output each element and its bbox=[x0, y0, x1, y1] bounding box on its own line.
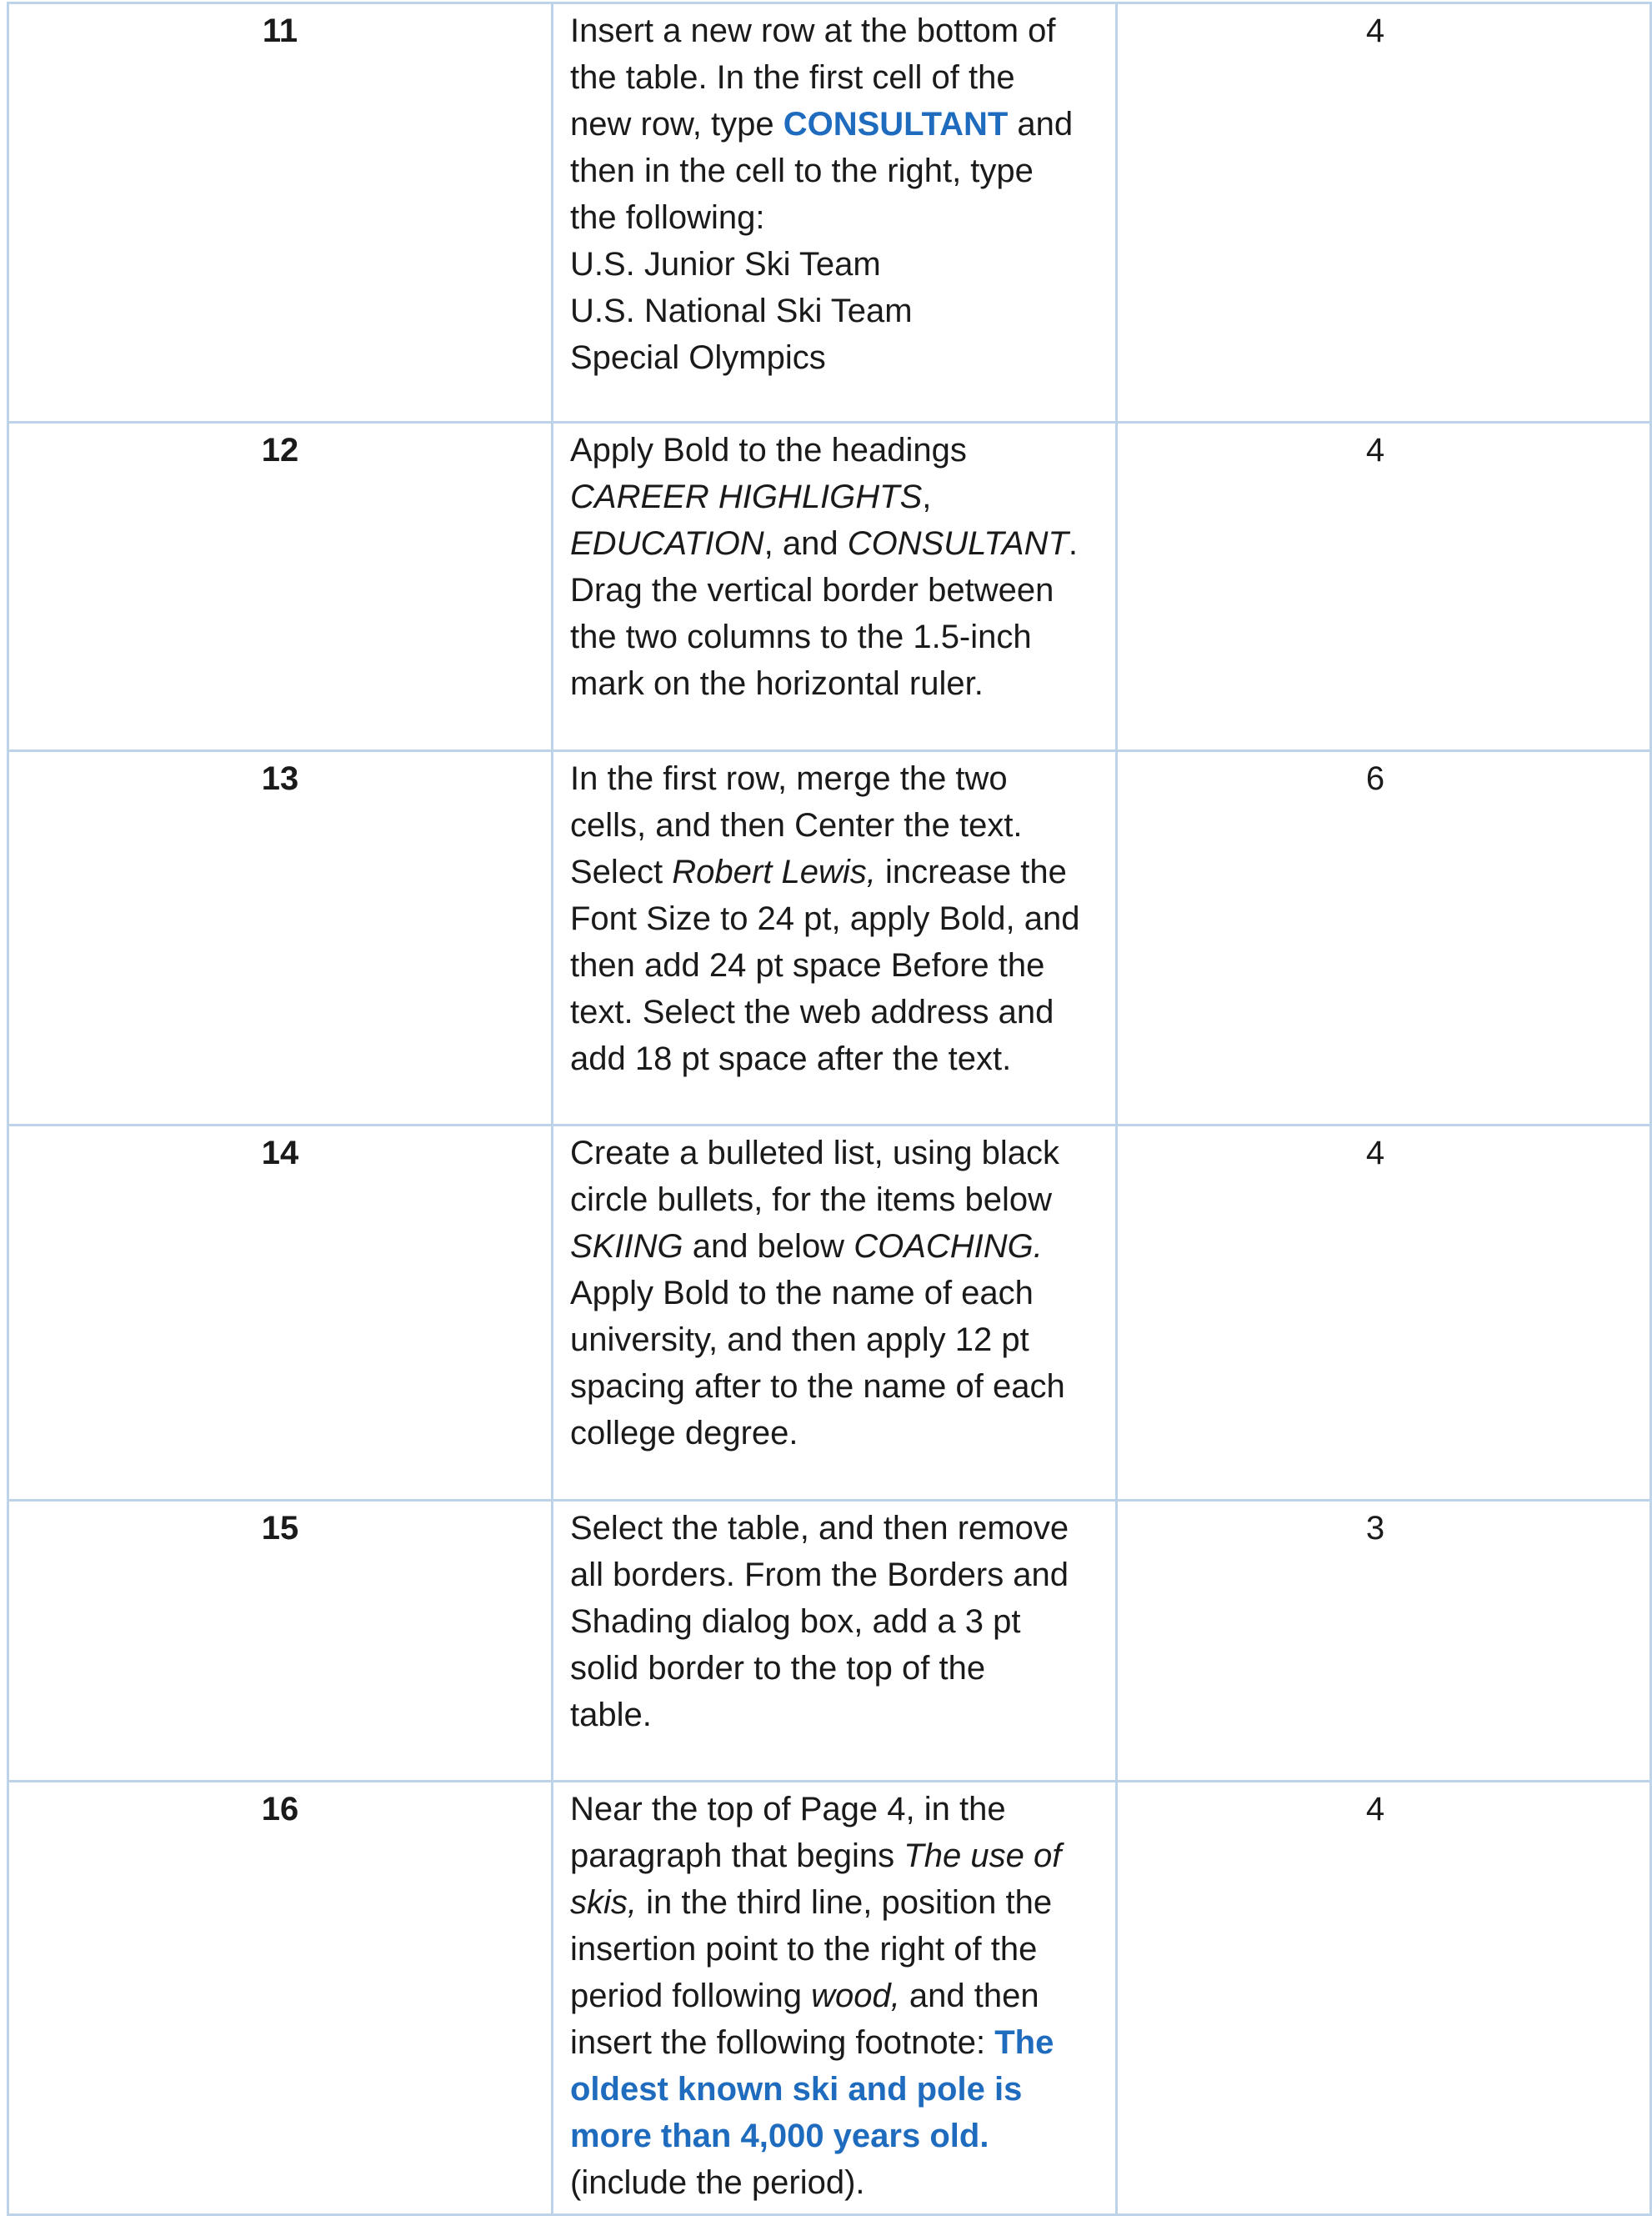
text-run: and bbox=[1008, 106, 1074, 143]
text-line: Insert a new row at the bottom of bbox=[570, 13, 1056, 49]
table-row bbox=[8, 3, 1651, 423]
instruction-text bbox=[553, 1782, 1115, 2206]
text-run: new row, type bbox=[570, 106, 783, 143]
text-run: and below bbox=[683, 1228, 854, 1265]
text-run: and then bbox=[899, 1978, 1039, 2014]
italic-term: wood, bbox=[811, 1978, 900, 2014]
text-run: insert the following footnote: bbox=[570, 2024, 995, 2061]
points-cell bbox=[1117, 1782, 1651, 2215]
instruction-text bbox=[553, 1502, 1115, 1738]
text-line: Font Size to 24 pt, apply Bold, and bbox=[570, 900, 1080, 937]
text-line: Near the top of Page 4, in the bbox=[570, 1791, 1006, 1827]
text-line: then in the cell to the right, type bbox=[570, 153, 1034, 189]
text-line: Shading dialog box, add a 3 pt bbox=[570, 1603, 1021, 1640]
text-line bbox=[570, 1832, 1104, 1879]
points-value: 6 bbox=[1365, 760, 1385, 797]
step-number-cell bbox=[8, 3, 553, 423]
text-line: U.S. Junior Ski Team bbox=[570, 246, 881, 283]
step-number: 14 bbox=[261, 1135, 299, 1171]
instruction-cell bbox=[553, 1501, 1117, 1782]
step-number: 11 bbox=[262, 13, 298, 49]
text-line: table. bbox=[570, 1697, 652, 1733]
text-run: period following bbox=[570, 1978, 812, 2014]
instruction-text bbox=[553, 424, 1115, 707]
text-run: , and bbox=[763, 525, 848, 562]
instruction-cell bbox=[553, 1126, 1117, 1501]
text-line bbox=[570, 849, 1104, 895]
text-line: Select the table, and then remove bbox=[570, 1510, 1069, 1547]
text-line bbox=[570, 1879, 1104, 1926]
italic-term: Robert Lewis, bbox=[672, 854, 876, 890]
grading-table bbox=[7, 2, 1652, 2216]
text-run: , bbox=[922, 479, 932, 515]
step-number-cell bbox=[8, 1782, 553, 2215]
points-cell bbox=[1117, 423, 1651, 751]
italic-term: CAREER HIGHLIGHTS bbox=[570, 479, 923, 515]
instruction-text bbox=[553, 752, 1115, 1082]
step-number-cell bbox=[8, 423, 553, 751]
text-line: the following: bbox=[570, 199, 765, 236]
instruction-cell bbox=[553, 751, 1117, 1126]
points-value: 4 bbox=[1365, 1135, 1385, 1171]
text-line: Apply Bold to the name of each bbox=[570, 1275, 1034, 1311]
text-line bbox=[570, 2019, 1104, 2066]
points-value: 4 bbox=[1365, 432, 1385, 469]
step-number: 15 bbox=[261, 1510, 299, 1547]
text-line: U.S. National Ski Team bbox=[570, 293, 913, 329]
points-value: 4 bbox=[1365, 1791, 1385, 1827]
text-line: the two columns to the 1.5-inch bbox=[570, 619, 1032, 655]
highlighted-term: CONSULTANT bbox=[783, 106, 1009, 143]
step-number: 16 bbox=[261, 1791, 299, 1827]
text-line: cells, and then Center the text. bbox=[570, 807, 1023, 844]
italic-term: COACHING. bbox=[854, 1228, 1043, 1265]
step-number-cell bbox=[8, 751, 553, 1126]
italic-term: The use of bbox=[904, 1837, 1062, 1874]
points-cell bbox=[1117, 751, 1651, 1126]
points-cell bbox=[1117, 3, 1651, 423]
highlighted-line: oldest known ski and pole is bbox=[570, 2071, 1023, 2108]
instruction-cell bbox=[553, 1782, 1117, 2215]
text-line: solid border to the top of the bbox=[570, 1650, 986, 1687]
highlighted-line: more than 4,000 years old. bbox=[570, 2118, 989, 2154]
text-line: (include the period). bbox=[570, 2164, 865, 2201]
text-line bbox=[570, 520, 1104, 567]
text-run: increase the bbox=[875, 854, 1067, 890]
italic-term: EDUCATION bbox=[570, 525, 764, 562]
text-line: university, and then apply 12 pt bbox=[570, 1321, 1029, 1358]
text-line: all borders. From the Borders and bbox=[570, 1557, 1069, 1593]
points-cell bbox=[1117, 1126, 1651, 1501]
instruction-text bbox=[553, 4, 1115, 381]
step-number-cell bbox=[8, 1126, 553, 1501]
text-line bbox=[570, 474, 1104, 520]
points-value: 4 bbox=[1365, 13, 1385, 49]
italic-term: skis, bbox=[570, 1884, 637, 1921]
text-line: add 18 pt space after the text. bbox=[570, 1040, 1012, 1077]
highlighted-term: The bbox=[994, 2024, 1054, 2061]
italic-term: CONSULTANT bbox=[847, 525, 1069, 562]
text-line: Create a bulleted list, using black bbox=[570, 1135, 1059, 1171]
step-number: 13 bbox=[261, 760, 299, 797]
instruction-cell bbox=[553, 423, 1117, 751]
text-line: college degree. bbox=[570, 1415, 798, 1451]
text-line: mark on the horizontal ruler. bbox=[570, 665, 984, 702]
text-line bbox=[570, 101, 1104, 148]
step-number: 12 bbox=[261, 432, 299, 469]
points-value: 3 bbox=[1365, 1510, 1385, 1547]
table-row bbox=[8, 751, 1651, 1126]
text-line: circle bullets, for the items below bbox=[570, 1181, 1053, 1218]
text-line: then add 24 pt space Before the bbox=[570, 947, 1045, 984]
step-number-cell bbox=[8, 1501, 553, 1782]
text-run: in the third line, position the bbox=[637, 1884, 1053, 1921]
table-row bbox=[8, 1501, 1651, 1782]
instruction-text bbox=[553, 1126, 1115, 1456]
text-line bbox=[570, 1973, 1104, 2019]
text-line: insertion point to the right of the bbox=[570, 1931, 1038, 1968]
text-line: the table. In the first cell of the bbox=[570, 59, 1015, 96]
text-line: In the first row, merge the two bbox=[570, 760, 1008, 797]
text-run: Select bbox=[570, 854, 673, 890]
instruction-cell bbox=[553, 3, 1117, 423]
table-row bbox=[8, 1782, 1651, 2215]
text-run: . bbox=[1068, 525, 1079, 562]
points-cell bbox=[1117, 1501, 1651, 1782]
table-row bbox=[8, 1126, 1651, 1501]
italic-term: SKIING bbox=[570, 1228, 683, 1265]
text-line bbox=[570, 1223, 1104, 1270]
text-line: spacing after to the name of each bbox=[570, 1368, 1065, 1405]
text-line: Drag the vertical border between bbox=[570, 572, 1054, 609]
table-row bbox=[8, 423, 1651, 751]
text-line: Apply Bold to the headings bbox=[570, 432, 967, 469]
text-line: text. Select the web address and bbox=[570, 994, 1054, 1030]
text-run: paragraph that begins bbox=[570, 1837, 904, 1874]
text-line: Special Olympics bbox=[570, 339, 826, 376]
